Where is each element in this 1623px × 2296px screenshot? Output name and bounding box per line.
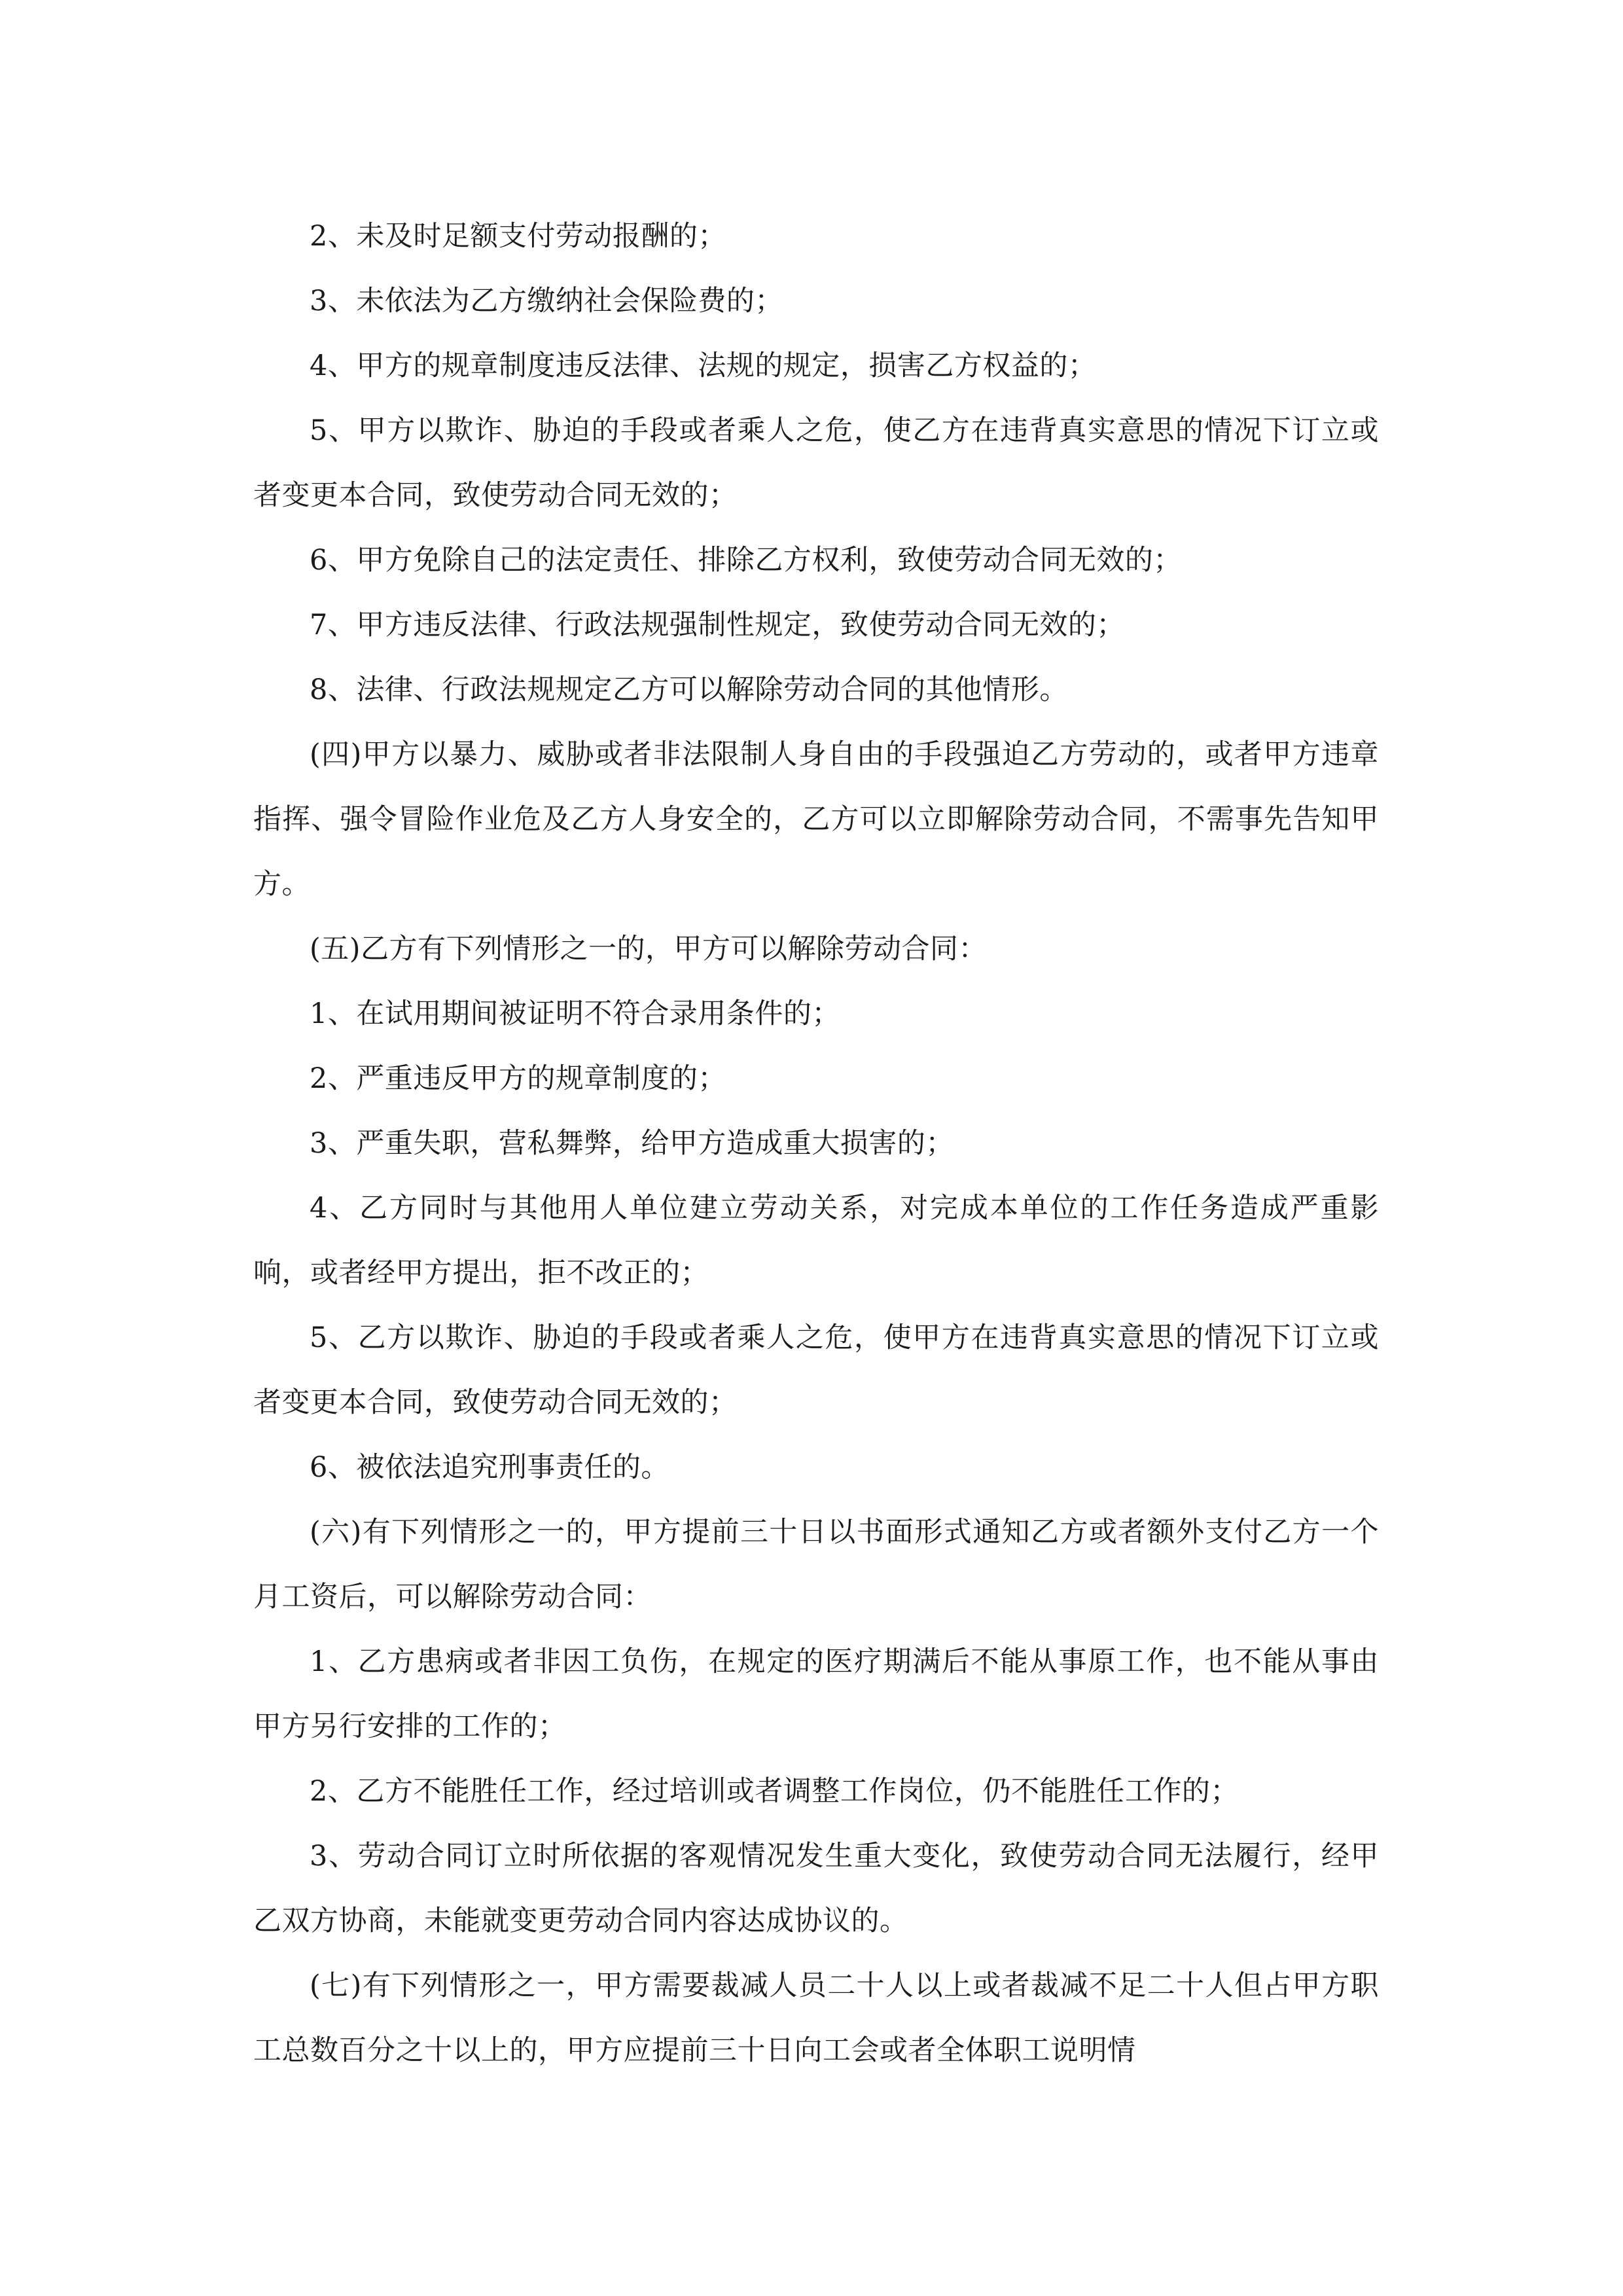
paragraph: 5、乙方以欺诈、胁迫的手段或者乘人之危，使甲方在违背真实意思的情况下订立或者变更本合同，致使劳动合同无效的； <box>253 1321 1379 1419</box>
paragraph: 1、乙方患病或者非因工负伤，在规定的医疗期满后不能从事原工作，也不能从事由甲方另行安排的工作的； <box>253 1645 1379 1743</box>
paragraph: (四)甲方以暴力、威胁或者非法限制人身自由的手段强迫乙方劳动的，或者甲方违章指挥、强令冒险作业危及乙方人身安全的，乙方可以立即解除劳动合同，不需事先告知甲方。 <box>253 738 1379 901</box>
paragraph: 8、法律、行政法规规定乙方可以解除劳动合同的其他情形。 <box>310 673 1068 706</box>
paragraph: (六)有下列情形之一的，甲方提前三十日以书面形式通知乙方或者额外支付乙方一个月工资后，可以解除劳动合同： <box>253 1516 1379 1613</box>
paragraph: 2、未及时足额支付劳动报酬的； <box>310 220 726 253</box>
paragraph: (七)有下列情形之一，甲方需要裁减人员二十人以上或者裁减不足二十人但占甲方职工总数百分之十以上的，甲方应提前三十日向工会或者全体职工说明情 <box>253 1969 1379 2067</box>
document-body <box>253 204 1379 2083</box>
paragraph: 6、被依法追究刑事责任的。 <box>310 1451 669 1484</box>
paragraph: 4、甲方的规章制度违反法律、法规的规定，损害乙方权益的； <box>310 350 1097 382</box>
paragraph: 7、甲方违反法律、行政法规强制性规定，致使劳动合同无效的； <box>310 609 1125 641</box>
paragraph: 2、严重违反甲方的规章制度的； <box>310 1062 726 1095</box>
paragraph: 3、严重失职，营私舞弊，给甲方造成重大损害的； <box>310 1127 954 1160</box>
paragraph: 1、在试用期间被证明不符合录用条件的； <box>310 997 840 1030</box>
paragraph: 6、甲方免除自己的法定责任、排除乙方权利，致使劳动合同无效的； <box>310 544 1182 577</box>
paragraph: 3、未依法为乙方缴纳社会保险费的； <box>310 285 783 317</box>
paragraph: 4、乙方同时与其他用人单位建立劳动关系，对完成本单位的工作任务造成严重影响，或者经甲方提出，拒不改正的； <box>253 1192 1379 1289</box>
paragraph: (五)乙方有下列情形之一的，甲方可以解除劳动合同： <box>310 933 988 965</box>
paragraph: 2、乙方不能胜任工作，经过培训或者调整工作岗位，仍不能胜任工作的； <box>310 1775 1239 1808</box>
paragraph: 3、劳动合同订立时所依据的客观情况发生重大变化，致使劳动合同无法履行，经甲乙双方协商，未能就变更劳动合同内容达成协议的。 <box>253 1840 1379 1937</box>
paragraph: 5、甲方以欺诈、胁迫的手段或者乘人之危，使乙方在违背真实意思的情况下订立或者变更本合同，致使劳动合同无效的； <box>253 414 1379 512</box>
